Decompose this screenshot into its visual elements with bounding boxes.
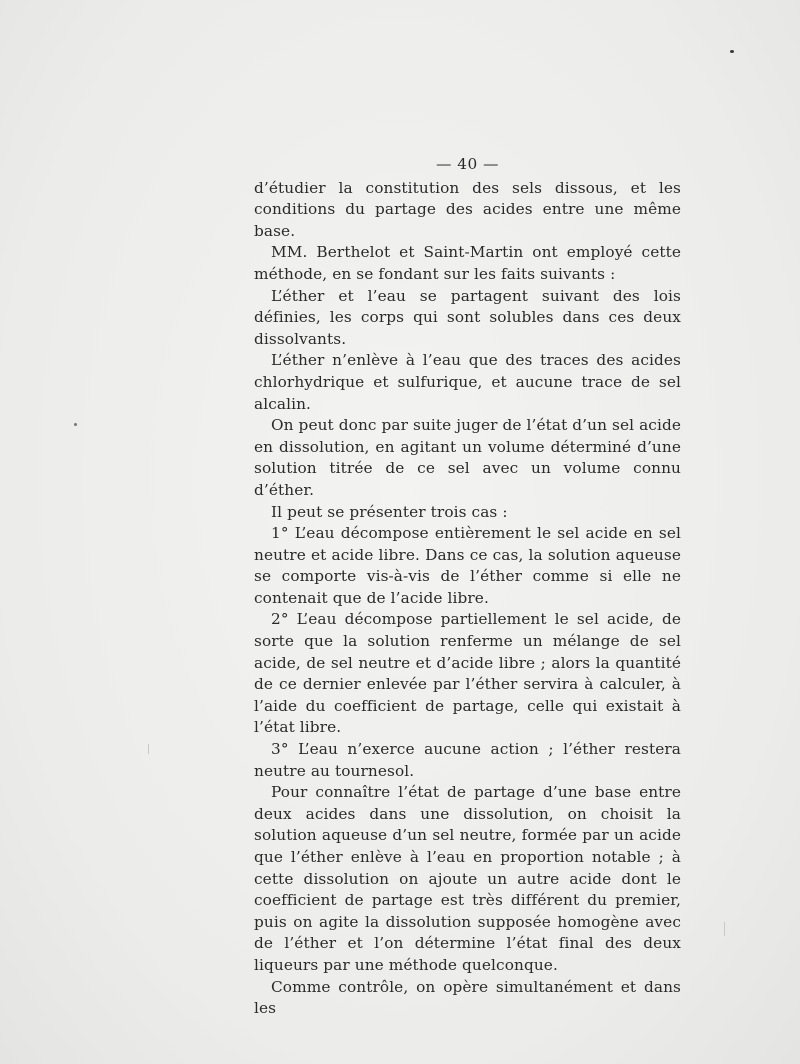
paragraph-6: Il peut se présenter trois cas : [271,502,508,521]
paper-mark [148,744,149,754]
ink-speck [74,423,77,426]
paragraph-4: L’éther n’enlève à l’eau que des traces des acides chlorhydrique et sulfurique, et aucune trace de sel alcalin. [254,351,681,413]
paragraph-2: MM. Berthelot et Saint-Martin ont employé cette méthode, en se fondant sur les faits suivants : [254,243,681,283]
paragraph-1: d’étudier la constitution des sels dissous, et les conditions du partage des acides entre une même base. [254,178,681,240]
paragraph-7: 1° L’eau décompose entièrement le sel acide en sel neutre et acide libre. Dans ce cas, la solution aqueuse se comporte vis-à-vis de l’éther comme si elle ne contenait que de l’acide libre. [254,524,681,607]
paragraph-5: On peut donc par suite juger de l’état d’un sel acide en dissolution, en agitant un volume déterminé d’une solution titrée de ce sel avec un volume connu d’éther. [254,416,681,499]
paragraph-8: 2° L’eau décompose partiellement le sel acide, de sorte que la solution renferme un mélange de sel acide, de sel neutre et d’acide libre ; alors la quantité de ce dernier enlevée par l’éther servira à calculer, à l’aide du coefficient de partage, celle qui existait à l’état libre. [254,610,681,737]
paragraph-3: L’éther et l’eau se partagent suivant des lois définies, les corps qui sont solubles dans ces deux dissolvants. [254,286,681,348]
paragraph-9: 3° L’eau n’exerce aucune action ; l’éther restera neutre au tournesol. [254,740,681,780]
ink-speck [730,50,734,53]
paragraph-11: Comme contrôle, on opère simultanément et dans les [254,977,681,1018]
page-number: — 40 — [436,155,499,173]
paragraph-10: Pour connaître l’état de partage d’une base entre deux acides dans une dissolution, on choisit la solution aqueuse d’un sel neutre, formée par un acide que l’éther enlève à l’eau en proportion notable ; à cette dissolution on ajoute un autre acide dont le coefficient de partage est très différent du premier, puis on agite la dissolution supposée homogène avec de l’éther et l’on détermine l’état final des deux liqueurs par une méthode quelconque. [254,783,681,974]
page-text [254,150,681,1020]
paper-mark [724,922,725,936]
